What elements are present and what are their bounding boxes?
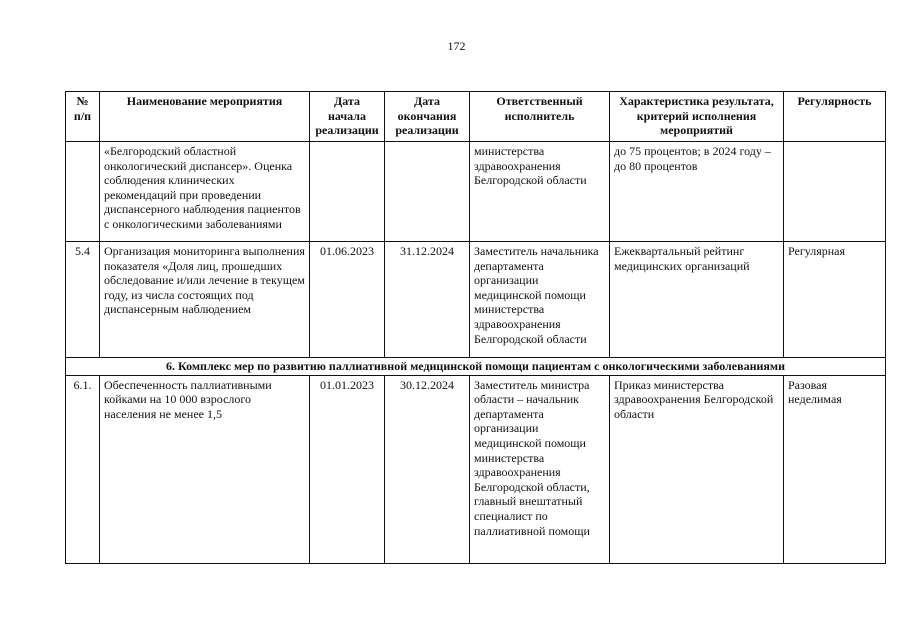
cell-name: Обеспеченность паллиативными койками на 10 000 взрослого населения не менее 1,5 (100, 375, 310, 563)
header-regularity: Регулярность (784, 92, 886, 142)
cell-end-date: 31.12.2024 (385, 242, 470, 358)
cell-num (66, 142, 100, 242)
cell-num: 6.1. (66, 375, 100, 563)
table-row (66, 242, 886, 358)
cell-regularity: Разовая неделимая (784, 375, 886, 563)
cell-name: «Белгородский областной онкологический диспансер». Оценка соблюдения клинических рекомендаций при проведении диспансерного наблюдения пациентов с онкологическими заболеваниями (100, 142, 310, 242)
cell-result: до 75 процентов; в 2024 году – до 80 процентов (610, 142, 784, 242)
header-end-date: Дата окончания реализации (385, 92, 470, 142)
measures-table (65, 91, 886, 564)
header-executor: Ответственный исполнитель (470, 92, 610, 142)
header-start-date: Дата начала реализации (310, 92, 385, 142)
table-header-row (66, 92, 886, 142)
cell-executor: министерства здравоохранения Белгородской области (470, 142, 610, 242)
cell-executor: Заместитель министра области – начальник департамента организации медицинской помощи министерства здравоохранения Белгородской области, главный внештатный специалист по паллиативной помощи (470, 375, 610, 563)
header-result: Характеристика результата, критерий исполнения мероприятий (610, 92, 784, 142)
cell-num: 5.4 (66, 242, 100, 358)
cell-regularity: Регулярная (784, 242, 886, 358)
cell-start-date (310, 142, 385, 242)
page-number: 172 (447, 39, 466, 53)
section-row (66, 358, 886, 376)
cell-result: Приказ министерства здравоохранения Белгородской области (610, 375, 784, 563)
cell-start-date: 01.01.2023 (310, 375, 385, 563)
cell-end-date (385, 142, 470, 242)
section-title: 6. Комплекс мер по развитию паллиативной медицинской помощи пациентам с онкологическими заболеваниями (66, 358, 886, 376)
table-row (66, 142, 886, 242)
cell-name: Организация мониторинга выполнения показателя «Доля лиц, прошедших обследование и/или лечение в текущем году, из числа состоящих под диспансерным наблюдением (100, 242, 310, 358)
header-name: Наименование мероприятия (100, 92, 310, 142)
table-row (66, 375, 886, 563)
cell-executor: Заместитель начальника департамента организации медицинской помощи министерства здравоохранения Белгородской области (470, 242, 610, 358)
header-num: № п/п (66, 92, 100, 142)
cell-result: Ежеквартальный рейтинг медицинских организаций (610, 242, 784, 358)
cell-start-date: 01.06.2023 (310, 242, 385, 358)
cell-regularity (784, 142, 886, 242)
cell-end-date: 30.12.2024 (385, 375, 470, 563)
